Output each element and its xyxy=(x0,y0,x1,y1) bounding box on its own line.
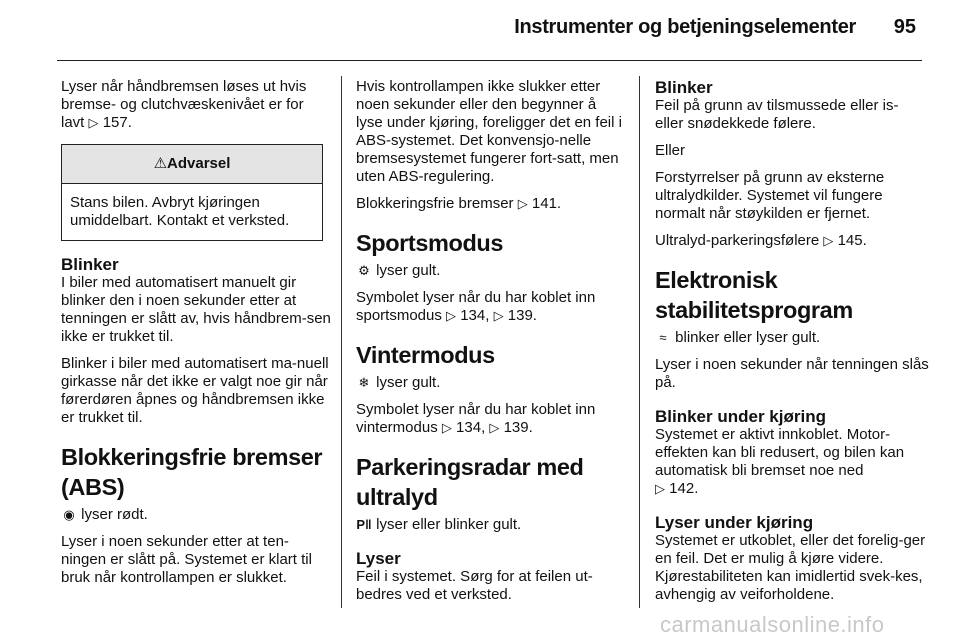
page-ref-arrow-icon: ▷ xyxy=(489,420,500,435)
sport-paragraph: Symbolet lyser når du har koblet inn sportsmodus ▷ 134, ▷ 139. xyxy=(356,289,596,324)
abs-warning-icon: ◉ xyxy=(63,507,75,522)
warning-header: ⚠Advarsel xyxy=(62,145,322,184)
ultrasound-reference: Ultralyd-parkeringsfølere ▷ 145. xyxy=(655,232,867,249)
section-heading-lyser-driving: Lyser under kjøring xyxy=(655,513,814,532)
warning-box xyxy=(61,144,323,241)
section-heading-winter: Vintermodus xyxy=(356,342,495,368)
section-heading-esp: Elektronisk stabilitetsprogram xyxy=(655,267,853,323)
page-number: 95 xyxy=(893,16,916,38)
watermark: carmanualsonline.info xyxy=(660,612,885,637)
section-heading-blinker: Blinker xyxy=(655,78,713,97)
intro-paragraph: Lyser når håndbremsen løses ut hvis bremse- og clutchvæskenivået er for lavt ▷ 157. xyxy=(61,78,307,131)
esp-car-skid-icon: ≈ xyxy=(659,330,667,345)
page-header-title: Instrumenter og betjeningselementer xyxy=(514,16,856,38)
section-heading-lyser: Lyser xyxy=(356,549,401,568)
sport-status: ⚙ lyser gult. xyxy=(356,262,626,280)
abs-continued: Hvis kontrollampen ikke slukker etter noen sekunder eller den begynner å lyse under kjøring, foreligger det en feil i ABS-systemet. Det konvensjo-nelle bremsesystemet fungerer fort-satt, men uten ABS-regulering. xyxy=(356,78,622,185)
parking-status: P‖ lyser eller blinker gult. xyxy=(356,516,522,533)
column-1 xyxy=(61,78,331,596)
abs-reference: Blokkeringsfrie bremser ▷ 141. xyxy=(356,195,562,212)
page-ref-arrow-icon: ▷ xyxy=(446,308,457,323)
blinker-paragraph-1: I biler med automatisert manuelt gir blinker den i noen sekunder etter at tenningen er slått av, hvis håndbrem-sen ikke er trukket til. xyxy=(61,274,331,345)
esp-paragraph: Lyser i noen sekunder når tenningen slås på. xyxy=(655,356,929,391)
section-heading-blinker: Blinker xyxy=(61,255,119,274)
page-ref-arrow-icon: ▷ xyxy=(823,233,834,248)
lyser-paragraph: Feil i systemet. Sørg for at feilen ut-bedres ved et verksted. xyxy=(356,568,593,603)
lyser-driving-paragraph: Systemet er utkoblet, eller det forelig-ger en feil. Det er mulig å kjøre videre. Kjørestabiliteten kan imidlertid svek-kes, avhengig av veiforholdene. xyxy=(655,532,926,603)
page-ref-arrow-icon: ▷ xyxy=(493,308,504,323)
page-ref-arrow-icon: ▷ xyxy=(88,115,99,130)
section-heading-blinker-driving: Blinker under kjøring xyxy=(655,407,826,426)
winter-status: ❄ lyser gult. xyxy=(356,374,626,392)
abs-paragraph: Lyser i noen sekunder etter at ten-ningen er slått på. Systemet er klart til bruk når kontrollampen er slukket. xyxy=(61,533,312,586)
column-2 xyxy=(356,78,626,613)
section-heading-abs: Blokkeringsfrie bremser (ABS) xyxy=(61,444,323,500)
column-divider xyxy=(341,76,342,608)
parking-sensor-icon: P‖ xyxy=(356,517,372,532)
abs-status: ◉ lyser rødt. xyxy=(61,506,331,524)
winter-paragraph: Symbolet lyser når du har koblet inn vintermodus ▷ 134, ▷ 139. xyxy=(356,401,596,436)
blinker-paragraph-3: Forstyrrelser på grunn av eksterne ultralydkilder. Systemet vil fungere normalt når støykilden er fjernet. xyxy=(655,169,885,222)
esp-status: ≈ blinker eller lyser gult. xyxy=(655,329,930,347)
header-rule xyxy=(57,60,922,61)
page-ref-arrow-icon: ▷ xyxy=(441,420,452,435)
blinker-paragraph-2: Blinker i biler med automatisert ma-nuell girkasse når det ikke er valgt noe gir når førerdøren åpnes og håndbremsen ikke er trukket til. xyxy=(61,355,329,426)
blinker-paragraph-2: Eller xyxy=(655,142,686,159)
section-heading-sport: Sportsmodus xyxy=(356,230,504,256)
blinker-paragraph-1: Feil på grunn av tilsmussede eller is- eller snødekkede følere. xyxy=(655,97,899,132)
section-heading-parking: Parkeringsradar med ultralyd xyxy=(356,454,584,510)
snowflake-icon: ❄ xyxy=(358,375,370,390)
page-ref-arrow-icon: ▷ xyxy=(655,481,665,496)
page-ref-arrow-icon: ▷ xyxy=(517,196,528,211)
column-3 xyxy=(655,78,930,613)
blinker-driving-paragraph: Systemet er aktivt innkoblet. Motor-effekten kan bli redusert, og bilen kan automatisk bli bremset noe ned ▷ 142. xyxy=(655,426,905,497)
sport-mode-icon: ⚙ xyxy=(358,263,370,278)
warning-body: Stans bilen. Avbryt kjøringen umiddelbart. Kontakt et verksted. xyxy=(70,194,290,229)
column-divider xyxy=(639,76,640,608)
warning-triangle-icon: ⚠ xyxy=(153,155,168,172)
